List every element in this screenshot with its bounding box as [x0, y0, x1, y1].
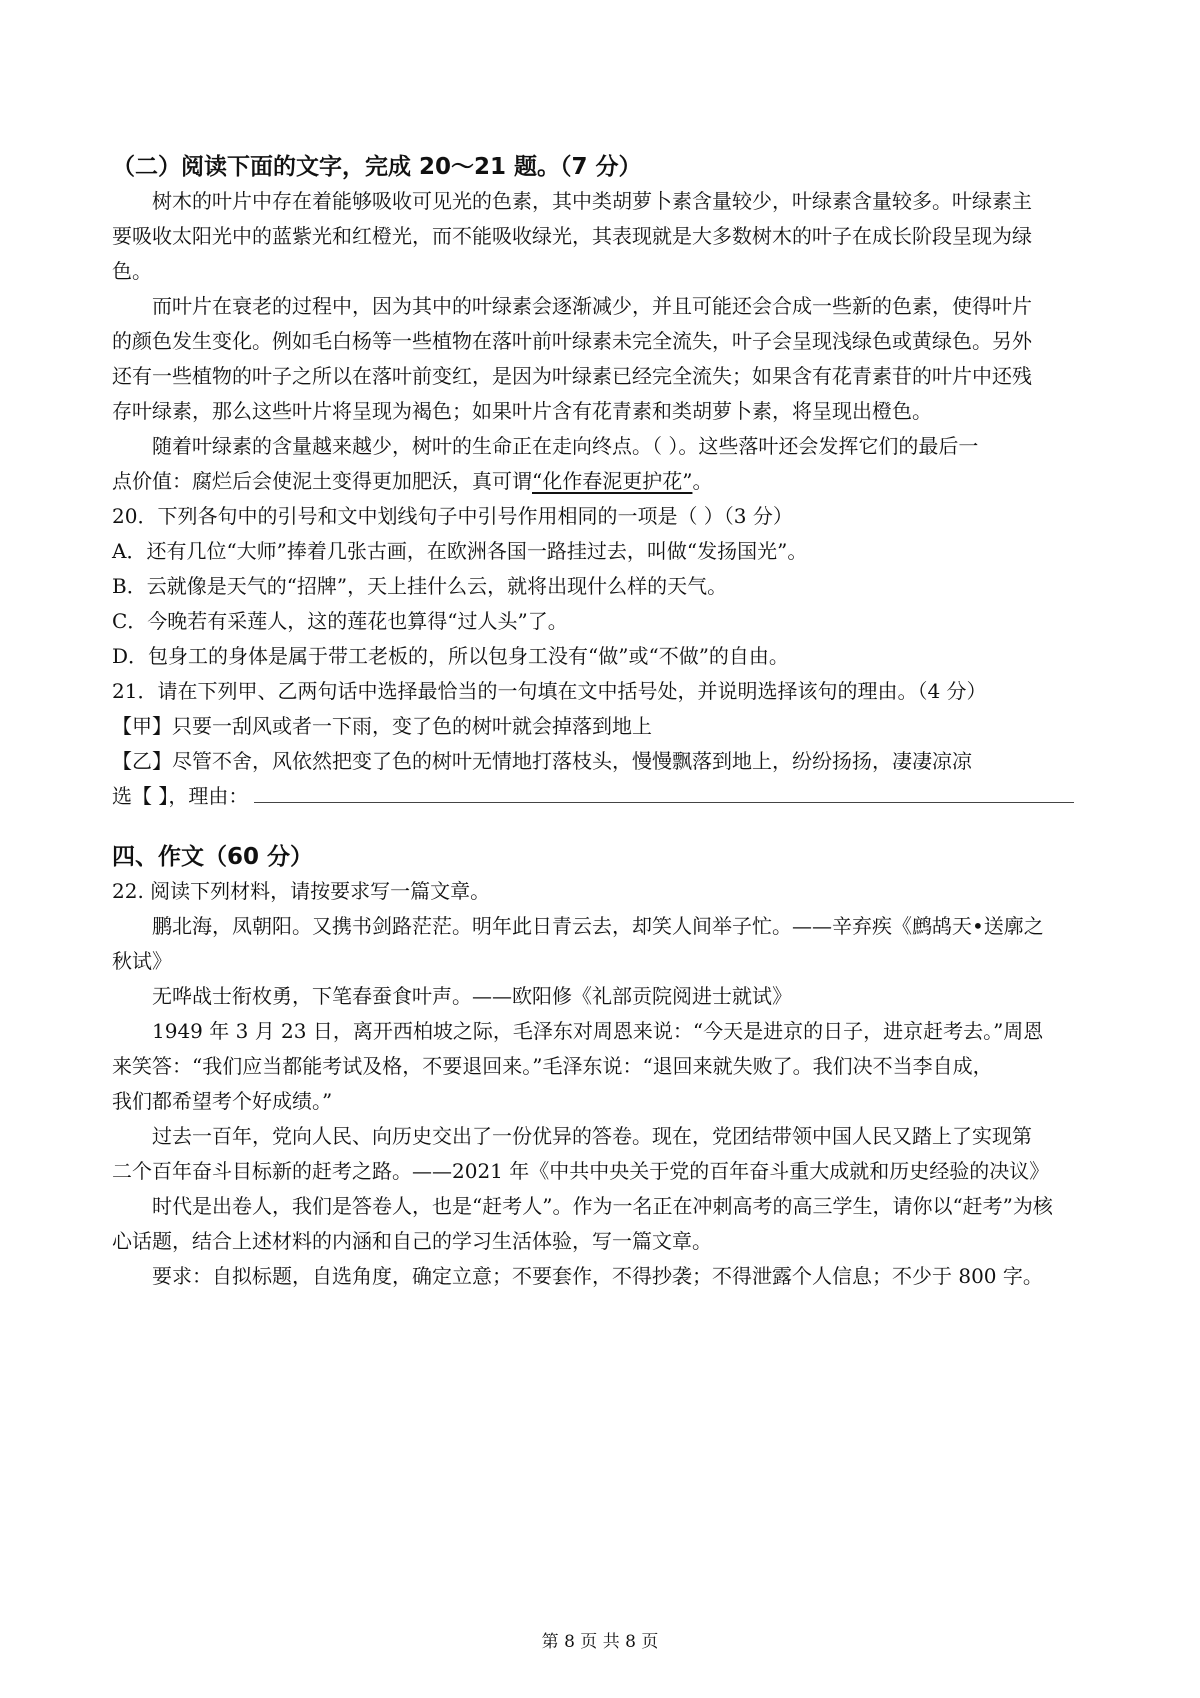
- material-line: 来笑答：“我们应当都能考试及格，不要退回来。”毛泽东说：“退回来就失败了。我们决不当李自成，: [112, 1054, 993, 1078]
- question-stem: 21．请在下列甲、乙两句话中选择最恰当的一句填在文中括号处，并说明选择该句的理由。（4 分）: [112, 679, 987, 703]
- passage: [112, 184, 1102, 499]
- passage-line: 要吸收太阳光中的蓝紫光和红橙光，而不能吸收绿光，其表现就是大多数树木的叶子在成长阶段呈现为绿: [112, 224, 1032, 248]
- choice-yi: 【乙】尽管不舍，风依然把变了色的树叶无情地打落枝头，慢慢飘落到地上，纷纷扬扬，凄凄凉凉: [112, 749, 972, 773]
- material-line: 无哗战士衔枚勇，下笔春蚕食叶声。——欧阳修《礼部贡院阅进士就试》: [152, 984, 792, 1008]
- passage-line: 随着叶绿素的含量越来越少，树叶的生命正在走向终点。（ ）。这些落叶还会发挥它们的最后一: [152, 434, 979, 458]
- question-21: [112, 674, 1102, 814]
- answer-prefix: 选【 】，理由：: [112, 784, 249, 808]
- passage-line: 树木的叶片中存在着能够吸收可见光的色素，其中类胡萝卜素含量较少，叶绿素含量较多。叶绿素主: [152, 189, 1032, 213]
- option-b: B．云就像是天气的“招牌”，天上挂什么云，就将出现什么样的天气。: [112, 574, 728, 598]
- option-a: A．还有几位“大师”捧着几张古画，在欧洲各国一路挂过去，叫做“发扬国光”。: [112, 539, 808, 563]
- answer-blank-line: [254, 780, 1074, 803]
- underlined-quote: “化作春泥更护花”: [532, 469, 693, 493]
- material-line: 心话题，结合上述材料的内涵和自己的学习生活体验，写一篇文章。: [112, 1229, 712, 1253]
- section-heading-composition: 四、作文（60 分）: [112, 844, 314, 870]
- passage-text: 。: [692, 469, 713, 493]
- option-d: D．包身工的身体是属于带工老板的，所以包身工没有“做”或“不做”的自由。: [112, 644, 789, 668]
- section-gap: [112, 814, 1102, 840]
- material-line: 1949 年 3 月 23 日，离开西柏坡之际，毛泽东对周恩来说：“今天是进京的日子，进京赶考去。”周恩: [152, 1019, 1044, 1043]
- choice-jia: 【甲】只要一刮风或者一下雨，变了色的树叶就会掉落到地上: [112, 714, 652, 738]
- requirements: 要求：自拟标题，自选角度，确定立意；不要套作，不得抄袭；不得泄露个人信息；不少于 800 字。: [152, 1264, 1043, 1288]
- passage-line: 的颜色发生变化。例如毛白杨等一些植物在落叶前叶绿素未完全流失，叶子会呈现浅绿色或黄绿色。另外: [112, 329, 1032, 353]
- page-content: [112, 150, 1102, 1294]
- option-c: C．今晚若有采莲人，这的莲花也算得“过人头”了。: [112, 609, 568, 633]
- question-20: [112, 499, 1102, 674]
- page-footer: 第 8 页 共 8 页: [541, 1632, 659, 1652]
- section-composition: [112, 840, 1102, 1294]
- material-line: 我们都希望考个好成绩。”: [112, 1089, 333, 1113]
- question-stem: 20．下列各句中的引号和文中划线句子中引号作用相同的一项是（ ）（3 分）: [112, 504, 793, 528]
- question-22: 22. 阅读下列材料，请按要求写一篇文章。: [112, 879, 491, 903]
- passage-line: 色。: [112, 259, 152, 283]
- passage-line: 而叶片在衰老的过程中，因为其中的叶绿素会逐渐减少，并且可能还会合成一些新的色素，使得叶片: [152, 294, 1032, 318]
- material-line: 时代是出卷人，我们是答卷人，也是“赶考人”。作为一名正在冲刺高考的高三学生，请你以“赶考”为核: [152, 1194, 1053, 1218]
- passage-line: [112, 464, 1102, 499]
- material-line: 二个百年奋斗目标新的赶考之路。——2021 年《中共中央关于党的百年奋斗重大成就和历史经验的决议》: [112, 1159, 1050, 1183]
- material-line: 过去一百年，党向人民、向历史交出了一份优异的答卷。现在，党团结带领中国人民又踏上了实现第: [152, 1124, 1032, 1148]
- section-heading-reading: （二）阅读下面的文字，完成 20～21 题。（7 分）: [112, 154, 642, 180]
- material-line: 鹏北海，凤朝阳。又携书剑路茫茫。明年此日青云去，却笑人间举子忙。——辛弃疾《鹧鸪天•送廓之: [152, 914, 1044, 938]
- material-line: 秋试》: [112, 949, 172, 973]
- answer-row: [112, 779, 1102, 814]
- passage-line: 存叶绿素，那么这些叶片将呈现为褐色；如果叶片含有花青素和类胡萝卜素，将呈现出橙色。: [112, 399, 932, 423]
- passage-line: 还有一些植物的叶子之所以在落叶前变红，是因为叶绿素已经完全流失；如果含有花青素苷的叶片中还残: [112, 364, 1032, 388]
- passage-text: 点价值：腐烂后会使泥土变得更加肥沃，真可谓: [112, 469, 532, 493]
